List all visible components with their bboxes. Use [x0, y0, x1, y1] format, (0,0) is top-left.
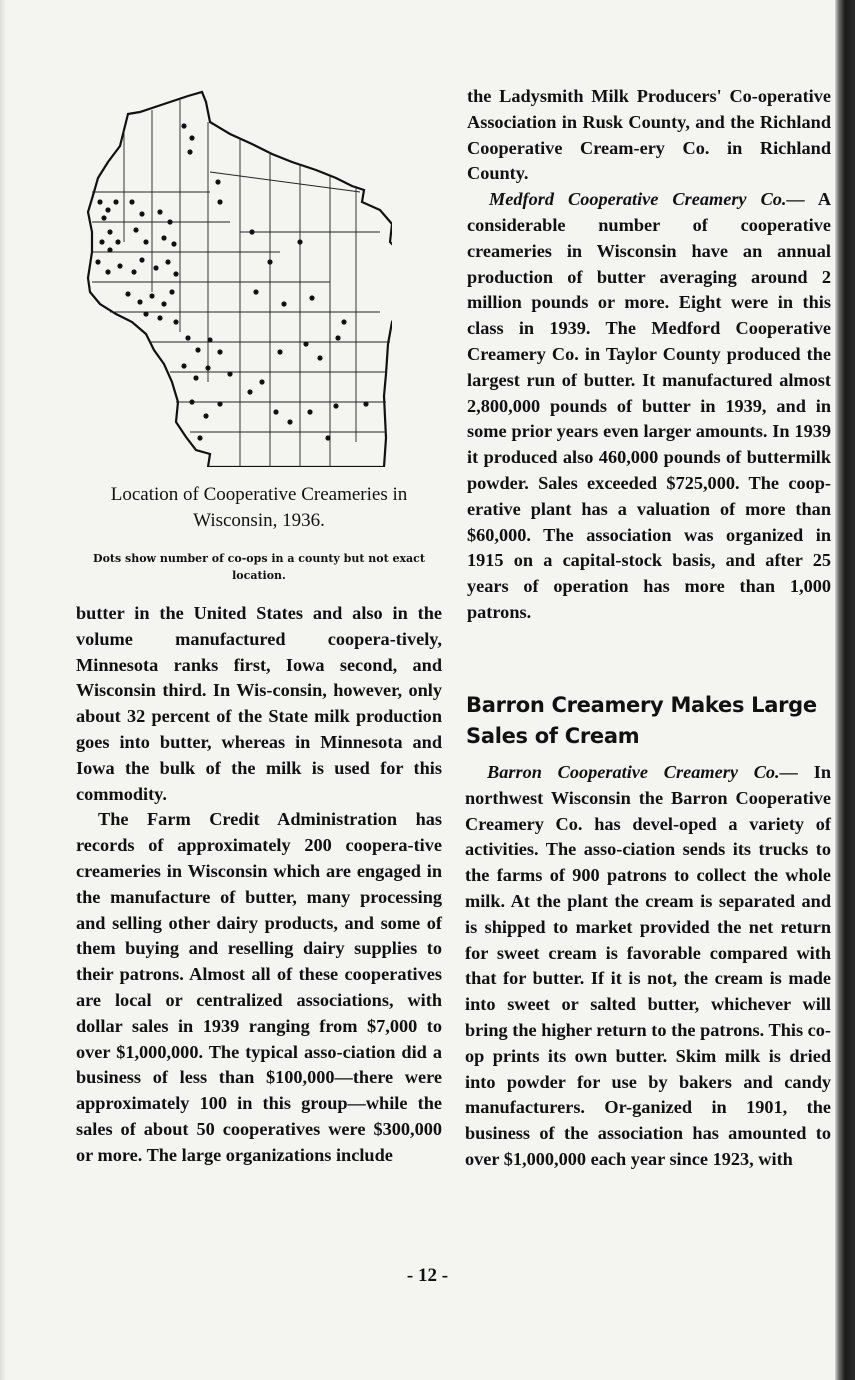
- paragraph: [467, 187, 831, 626]
- run-in-heading: Barron Cooperative Creamery Co.—: [487, 762, 798, 782]
- wisconsin-creameries-map: [80, 82, 392, 467]
- left-column-text: [76, 601, 442, 1169]
- paragraph: butter in the United States and also in the volume manufactured coopera-tively, Minnesota ranks first, Iowa second, and Wisconsin third. In Wis-consin, however, only about 32 percent of the State milk production goes into butter, whereas in Minnesota and Iowa the bulk of the milk is used for this commodity.: [76, 603, 442, 804]
- county-lines: [92, 100, 390, 467]
- paragraph-text: A considerable number of cooperative creameries in Wisconsin have an annual production of butter averaging around 2 million pounds or more. Eight were in this class in 1939. The Medford Cooperative Creamery Co. in Taylor County produced the largest run of butter. It manufactured almost 2,800,000 pounds of butter in 1939, and in some prior years even larger amounts. In 1939 it produced also 460,000 pounds of buttermilk powder. Sales exceeded $725,000. The coop-erative plant has a valuation of more than $60,000. The association was organized in 1915 on a capital-stock basis, and after 25 years of operation has more than 1,000 patrons.: [467, 189, 832, 622]
- map-caption: Location of Cooperative Creameries in Wisconsin, 1936.: [110, 484, 408, 531]
- paragraph: the Ladysmith Milk Producers' Co-operative Association in Rusk County, and the Richland Cooperative Cream-ery Co. in Richland County.: [467, 86, 831, 184]
- paragraph: [465, 760, 831, 1173]
- paragraph: The Farm Credit Administration has records of approximately 200 coopera-tive creameries in Wisconsin which are engaged in the manufacture of butter, many processing and selling other dairy products, and some of them buying and reselling dairy supplies to their patrons. Almost all of these cooperatives are local or centralized associations, with dollar sales in 1939 ranging from $7,000 to over $1,000,000. The typical asso-ciation did a business of less than $100,000—there were approximately 100 in this group—while the sales of about 50 cooperatives were $300,000 or more. The large organizations include: [76, 809, 442, 1165]
- right-column-text: [467, 84, 831, 626]
- run-in-heading: Medford Cooperative Creamery Co.—: [489, 189, 805, 210]
- map-graphic: [80, 82, 392, 467]
- page-shadow: [0, 0, 6, 1380]
- book-binding-edge: [835, 0, 855, 1380]
- page-number: - 12 -: [406, 1265, 449, 1286]
- section-heading: Barron Creamery Makes Large Sales of Cream: [466, 693, 817, 748]
- right-column-text-lower: [465, 760, 831, 1173]
- map-caption-note: Dots show number of co-ops in a county but not exact location.: [93, 552, 425, 582]
- paragraph-text: In northwest Wisconsin the Barron Cooperative Creamery Co. has devel-oped a variety of activities. The asso-ciation sends its trucks to the farms of 900 patrons to collect the whole milk. At the plant the cream is separated and is shipped to market provided the net return for sweet cream is favorable compared with that for butter. If it is not, the cream is made into sweet or salted butter, whichever will bring the higher return to the patrons. This co-op prints its own butter. Skim milk is dried into powder for use by bakers and candy manufacturers. Or-ganized in 1901, the business of the association has amounted to over $1,000,000 each year since 1923, with: [465, 762, 832, 1169]
